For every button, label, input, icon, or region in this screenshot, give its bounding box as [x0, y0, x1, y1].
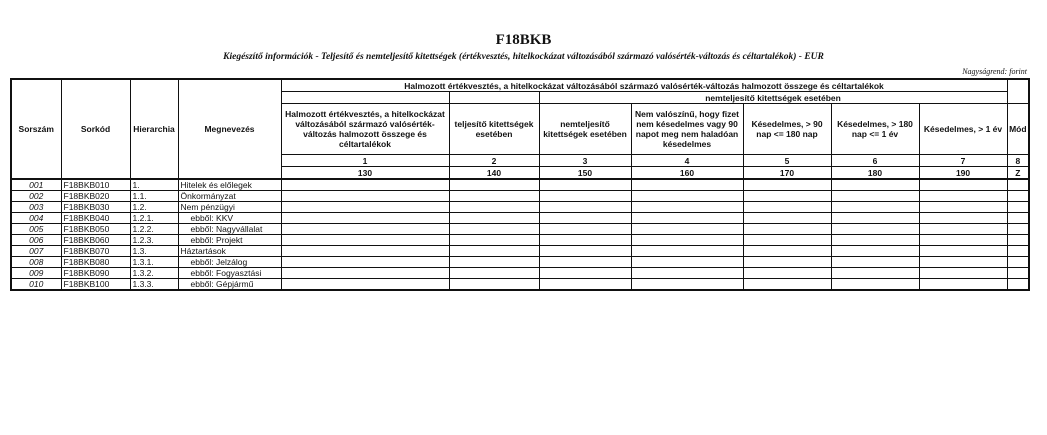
table-row: [11, 257, 1029, 268]
value-cell-5[interactable]: [743, 235, 831, 246]
value-cell-8[interactable]: [1007, 268, 1029, 279]
value-cell-8[interactable]: [1007, 213, 1029, 224]
table-body: [11, 179, 1029, 290]
row-megnevezes: ebből: KKV: [178, 213, 281, 224]
value-cell-3[interactable]: [539, 224, 631, 235]
table-row: [11, 224, 1029, 235]
value-cell-7[interactable]: [919, 235, 1007, 246]
value-cell-4[interactable]: [631, 179, 743, 191]
value-cell-1[interactable]: [281, 246, 449, 257]
value-cell-8[interactable]: [1007, 257, 1029, 268]
value-cell-2[interactable]: [449, 202, 539, 213]
value-cell-5[interactable]: [743, 179, 831, 191]
value-cell-5[interactable]: [743, 268, 831, 279]
value-cell-8[interactable]: [1007, 224, 1029, 235]
value-cell-1[interactable]: [281, 257, 449, 268]
value-cell-4[interactable]: [631, 191, 743, 202]
row-megnevezes: Hitelek és előlegek: [178, 179, 281, 191]
value-cell-2[interactable]: [449, 179, 539, 191]
value-cell-8[interactable]: [1007, 191, 1029, 202]
value-cell-5[interactable]: [743, 191, 831, 202]
value-cell-2[interactable]: [449, 268, 539, 279]
value-cell-4[interactable]: [631, 246, 743, 257]
table-row: [11, 235, 1029, 246]
value-cell-2[interactable]: [449, 191, 539, 202]
value-cell-7[interactable]: [919, 268, 1007, 279]
col-number: 7: [919, 155, 1007, 167]
value-cell-6[interactable]: [831, 179, 919, 191]
value-cell-4[interactable]: [631, 202, 743, 213]
col-header-6: Késedelmes, > 180 nap <= 1 év: [831, 104, 919, 155]
row-sorkod: F18BKB060: [61, 235, 130, 246]
col-header-8: Mód: [1007, 104, 1029, 155]
value-cell-7[interactable]: [919, 279, 1007, 291]
value-cell-7[interactable]: [919, 246, 1007, 257]
value-cell-3[interactable]: [539, 235, 631, 246]
row-sorkod: F18BKB040: [61, 213, 130, 224]
col-number: 1: [281, 155, 449, 167]
value-cell-3[interactable]: [539, 246, 631, 257]
value-cell-1[interactable]: [281, 235, 449, 246]
value-cell-8[interactable]: [1007, 246, 1029, 257]
table-row: [11, 213, 1029, 224]
value-cell-5[interactable]: [743, 257, 831, 268]
value-cell-6[interactable]: [831, 202, 919, 213]
row-megnevezes: ebből: Nagyvállalat: [178, 224, 281, 235]
value-cell-6[interactable]: [831, 257, 919, 268]
value-cell-7[interactable]: [919, 213, 1007, 224]
row-sorszam: 003: [11, 202, 61, 213]
col-number: 2: [449, 155, 539, 167]
row-megnevezes: ebből: Gépjármű: [178, 279, 281, 291]
table-row: [11, 268, 1029, 279]
value-cell-6[interactable]: [831, 213, 919, 224]
col-header-hierarchia: Hierarchia: [130, 79, 178, 179]
row-megnevezes: ebből: Projekt: [178, 235, 281, 246]
row-sorkod: F18BKB090: [61, 268, 130, 279]
col-code: 150: [539, 167, 631, 180]
col-number: 3: [539, 155, 631, 167]
row-hierarchia: 1.2.1.: [130, 213, 178, 224]
row-hierarchia: 1.1.: [130, 191, 178, 202]
value-cell-8[interactable]: [1007, 279, 1029, 291]
col-subgroup-header: nemteljesítő kitettségek esetében: [539, 92, 1007, 104]
value-cell-5[interactable]: [743, 279, 831, 291]
row-sorszam: 002: [11, 191, 61, 202]
value-cell-7[interactable]: [919, 202, 1007, 213]
table-row: [11, 246, 1029, 257]
value-cell-4[interactable]: [631, 213, 743, 224]
value-cell-2[interactable]: [449, 224, 539, 235]
value-cell-3[interactable]: [539, 257, 631, 268]
empty-header-cell: [1007, 79, 1029, 104]
col-number: 8: [1007, 155, 1029, 167]
row-sorszam: 007: [11, 246, 61, 257]
col-group-header: Halmozott értékvesztés, a hitelkockázat változásából származó valósérték-változás halmozott összege és céltartalékok: [281, 79, 1007, 92]
report-table: [10, 78, 1030, 291]
value-cell-3[interactable]: [539, 268, 631, 279]
col-code: 130: [281, 167, 449, 180]
value-cell-6[interactable]: [831, 191, 919, 202]
col-code: Z: [1007, 167, 1029, 180]
value-cell-3[interactable]: [539, 191, 631, 202]
value-cell-3[interactable]: [539, 213, 631, 224]
col-number: 5: [743, 155, 831, 167]
empty-header-cell: [281, 92, 449, 104]
value-cell-2[interactable]: [449, 213, 539, 224]
row-megnevezes: Nem pénzügyi: [178, 202, 281, 213]
form-title: F18BKB: [495, 32, 552, 48]
row-hierarchia: 1.: [130, 179, 178, 191]
row-sorkod: F18BKB070: [61, 246, 130, 257]
value-cell-6[interactable]: [831, 246, 919, 257]
col-header-4: Nem valószínű, hogy fizet nem késedelmes vagy 90 napot meg nem haladóan késedelmes: [631, 104, 743, 155]
row-sorkod: F18BKB080: [61, 257, 130, 268]
unit-label: Nagyságrend: forint: [962, 67, 1027, 76]
row-sorkod: F18BKB020: [61, 191, 130, 202]
row-sorszam: 004: [11, 213, 61, 224]
value-cell-8[interactable]: [1007, 235, 1029, 246]
value-cell-4[interactable]: [631, 268, 743, 279]
col-code: 160: [631, 167, 743, 180]
value-cell-8[interactable]: [1007, 179, 1029, 191]
col-code: 180: [831, 167, 919, 180]
value-cell-2[interactable]: [449, 257, 539, 268]
row-megnevezes: Önkormányzat: [178, 191, 281, 202]
row-sorszam: 009: [11, 268, 61, 279]
table-header: [11, 79, 1029, 179]
value-cell-7[interactable]: [919, 224, 1007, 235]
value-cell-4[interactable]: [631, 235, 743, 246]
row-sorszam: 010: [11, 279, 61, 291]
value-cell-2[interactable]: [449, 279, 539, 291]
row-hierarchia: 1.2.3.: [130, 235, 178, 246]
value-cell-6[interactable]: [831, 224, 919, 235]
row-sorszam: 001: [11, 179, 61, 191]
form-subtitle: Kiegészítő információk - Teljesítő és nemteljesítő kitettségek (értékvesztés, hitelkockázat változásából származó valósérték-változás és céltartalékok) - EUR: [223, 52, 824, 62]
row-hierarchia: 1.3.: [130, 246, 178, 257]
table-row: [11, 279, 1029, 291]
value-cell-7[interactable]: [919, 179, 1007, 191]
value-cell-1[interactable]: [281, 213, 449, 224]
table-row: [11, 202, 1029, 213]
row-hierarchia: 1.3.1.: [130, 257, 178, 268]
row-megnevezes: ebből: Jelzálog: [178, 257, 281, 268]
col-code: 190: [919, 167, 1007, 180]
table-row: [11, 179, 1029, 191]
col-header-1: Halmozott értékvesztés, a hitelkockázat változásából származó valósérték-változás halmozott összege és céltartalékok: [281, 104, 449, 155]
col-header-sorkod: Sorkód: [61, 79, 130, 179]
row-hierarchia: 1.3.3.: [130, 279, 178, 291]
row-hierarchia: 1.2.2.: [130, 224, 178, 235]
value-cell-1[interactable]: [281, 191, 449, 202]
empty-header-cell: [449, 92, 539, 104]
value-cell-5[interactable]: [743, 213, 831, 224]
col-header-5: Késedelmes, > 90 nap <= 180 nap: [743, 104, 831, 155]
value-cell-5[interactable]: [743, 202, 831, 213]
value-cell-5[interactable]: [743, 224, 831, 235]
value-cell-3[interactable]: [539, 202, 631, 213]
value-cell-4[interactable]: [631, 279, 743, 291]
row-hierarchia: 1.3.2.: [130, 268, 178, 279]
row-sorszam: 005: [11, 224, 61, 235]
value-cell-7[interactable]: [919, 257, 1007, 268]
row-sorkod: F18BKB050: [61, 224, 130, 235]
col-number: 6: [831, 155, 919, 167]
value-cell-1[interactable]: [281, 268, 449, 279]
value-cell-4[interactable]: [631, 257, 743, 268]
col-header-3: nemteljesítő kitettségek esetében: [539, 104, 631, 155]
row-sorszam: 006: [11, 235, 61, 246]
value-cell-2[interactable]: [449, 235, 539, 246]
row-megnevezes: Háztartások: [178, 246, 281, 257]
value-cell-1[interactable]: [281, 224, 449, 235]
value-cell-1[interactable]: [281, 179, 449, 191]
value-cell-4[interactable]: [631, 224, 743, 235]
col-header-7: Késedelmes, > 1 év: [919, 104, 1007, 155]
value-cell-6[interactable]: [831, 235, 919, 246]
col-number: 4: [631, 155, 743, 167]
value-cell-3[interactable]: [539, 179, 631, 191]
col-header-megnevezes: Megnevezés: [178, 79, 281, 179]
row-sorkod: F18BKB030: [61, 202, 130, 213]
value-cell-1[interactable]: [281, 202, 449, 213]
value-cell-1[interactable]: [281, 279, 449, 291]
value-cell-8[interactable]: [1007, 202, 1029, 213]
row-sorszam: 008: [11, 257, 61, 268]
row-megnevezes: ebből: Fogyasztási: [178, 268, 281, 279]
table-row: [11, 191, 1029, 202]
value-cell-6[interactable]: [831, 268, 919, 279]
value-cell-7[interactable]: [919, 191, 1007, 202]
row-sorkod: F18BKB010: [61, 179, 130, 191]
value-cell-3[interactable]: [539, 279, 631, 291]
value-cell-5[interactable]: [743, 246, 831, 257]
row-sorkod: F18BKB100: [61, 279, 130, 291]
row-hierarchia: 1.2.: [130, 202, 178, 213]
col-header-sorszam: Sorszám: [11, 79, 61, 179]
value-cell-2[interactable]: [449, 246, 539, 257]
col-code: 170: [743, 167, 831, 180]
col-code: 140: [449, 167, 539, 180]
col-header-2: teljesítő kitettségek esetében: [449, 104, 539, 155]
value-cell-6[interactable]: [831, 279, 919, 291]
